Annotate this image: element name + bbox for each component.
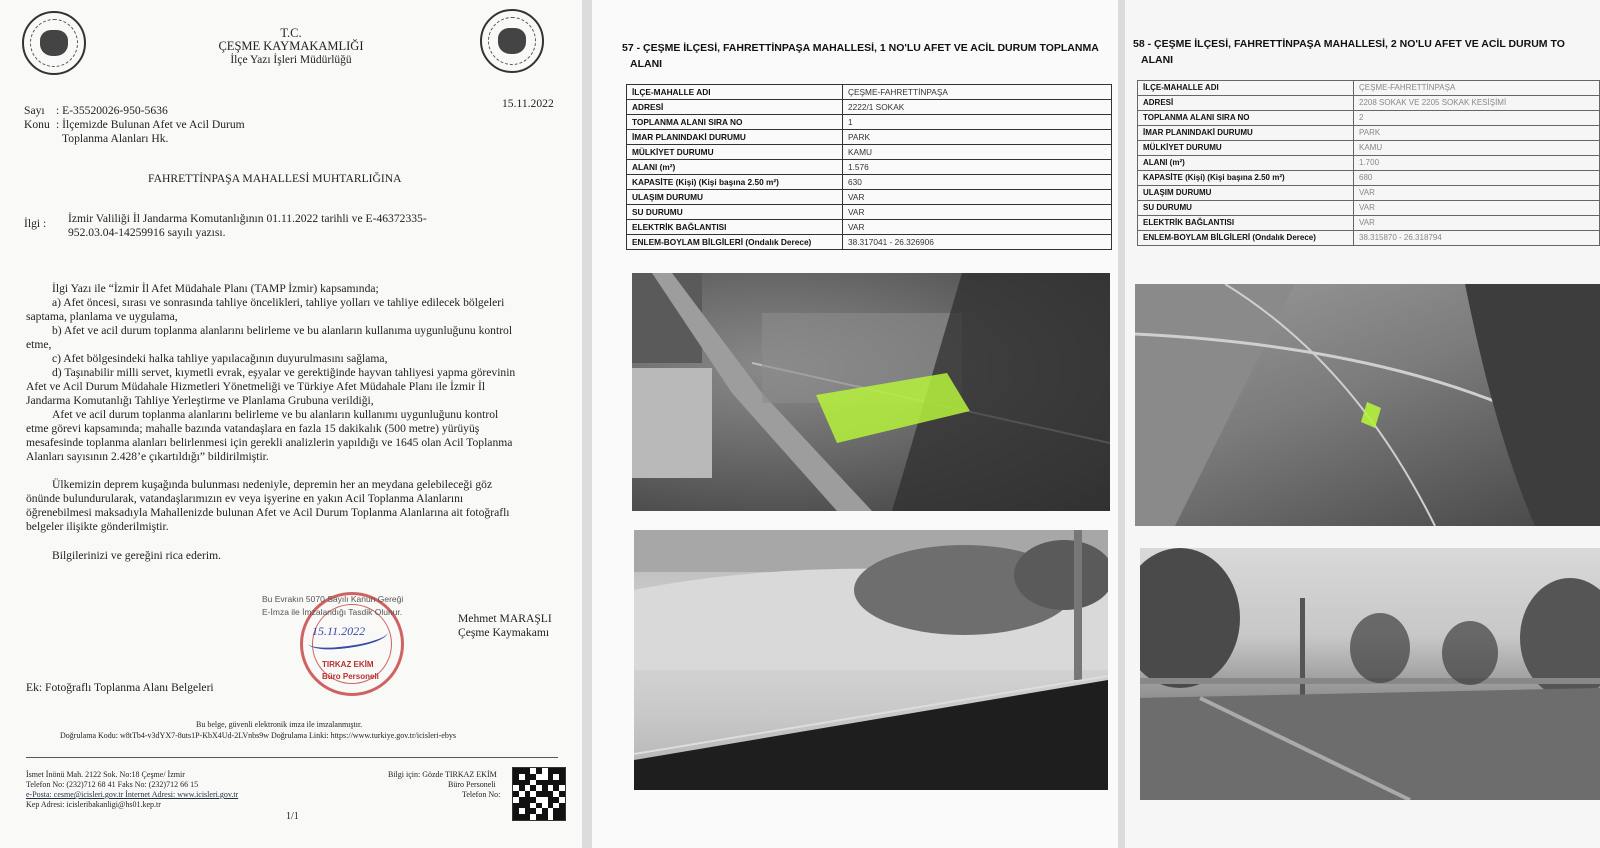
verify-line: Doğrulama Kodu: w8tTb4-v3dYX7-8uts1P-KbX4Ud-2LVnbs9w Doğrulama Linki: https://www.turkiye.gov.tr/icisleri-ebys (60, 731, 456, 740)
footer-phone: Telefon No: (232)712 68 41 Faks No: (232)712 66 15 (26, 780, 199, 789)
info-field-value: ÇEŞME-FAHRETTİNPAŞA (843, 85, 1112, 100)
info-field-label: TOPLANMA ALANI SIRA NO (1138, 111, 1354, 126)
stamp-date: 15.11.2022 (312, 624, 366, 638)
official-letter-page (0, 0, 582, 848)
info-field-value: VAR (843, 220, 1112, 235)
esign-note: Bu belge, güvenli elektronik imza ile imzalanmıştır. (196, 720, 363, 729)
info-field-label: ELEKTRİK BAĞLANTISI (627, 220, 843, 235)
info-field-value: PARK (843, 130, 1112, 145)
info-table-row (627, 175, 1112, 190)
info-table-row (1138, 156, 1600, 171)
info-table-row (1138, 126, 1600, 141)
body-line: a) Afet öncesi, sırası ve sonrasında tahliye öncelikleri, tahliye yolları ve tahliye edilecek bölgeleri (52, 296, 505, 309)
qr-code-icon (512, 767, 566, 821)
assembly-area-57-page (592, 0, 1118, 848)
info-table-row (627, 130, 1112, 145)
info-field-label: ALANI (m²) (1138, 156, 1354, 171)
body-line: saptama, planlama ve uygulama, (26, 310, 178, 323)
info-table-row (1138, 201, 1600, 216)
konu-value-cont: Toplanma Alanları Hk. (62, 132, 169, 145)
info-field-label: ULAŞIM DURUMU (1138, 186, 1354, 201)
area-58-title-cont: ALANI (1141, 54, 1174, 66)
ilgi-label: İlgi : (24, 217, 47, 230)
info-table-row (627, 235, 1112, 250)
stamp-role: Büro Personeli (322, 672, 379, 681)
info-table-row (1138, 111, 1600, 126)
info-field-value: ÇEŞME-FAHRETTİNPAŞA (1354, 81, 1600, 96)
body-line: etme görevi kapsamında; mahalle bazında vatandaşlara en fazla 15 dakikalık (500 metre) yürüyüş (26, 422, 480, 435)
body-line: Afet ve acil durum toplanma alanlarını belirleme ve bu alanların kullanımı uygunluğunu kontrol (52, 408, 499, 421)
area-57-title-cont: ALANI (630, 58, 663, 70)
info-field-value: 2222/1 SOKAK (843, 100, 1112, 115)
info-field-value: 38.315870 - 26.318794 (1354, 231, 1600, 246)
info-field-value: VAR (1354, 201, 1600, 216)
info-field-value: 680 (1354, 171, 1600, 186)
letter-header-office: ÇEŞME KAYMAKAMLIĞI (218, 39, 364, 53)
info-field-value: 2 (1354, 111, 1600, 126)
info-field-value: VAR (1354, 186, 1600, 201)
ilgi-line1: İzmir Valiliği İl Jandarma Komutanlığının 01.11.2022 tarihli ve E-46372335- (68, 212, 427, 225)
info-field-value: 630 (843, 175, 1112, 190)
info-table-row (1138, 186, 1600, 201)
footer-address: İsmet İnönü Mah. 2122 Sok. No:18 Çeşme/ İzmir (26, 770, 185, 779)
signer-title: Çeşme Kaymakamı (458, 626, 550, 639)
info-field-value: 38.317041 - 26.326906 (843, 235, 1112, 250)
letter-header-tc: T.C. (280, 26, 302, 40)
footer-contact-role: Büro Personeli (448, 780, 496, 789)
info-field-label: MÜLKİYET DURUMU (1138, 141, 1354, 156)
area-57-title: 57 - ÇEŞME İLÇESİ, FAHRETTİNPAŞA MAHALLESİ, 1 NO'LU AFET VE ACİL DURUM TOPLANMA (622, 42, 1099, 54)
info-table-row (627, 85, 1112, 100)
area-57-aerial-photo (632, 273, 1110, 511)
info-field-label: ENLEM-BOYLAM BİLGİLERİ (Ondalık Derece) (1138, 231, 1354, 246)
sayi-value: : E-35520026-950-5636 (56, 104, 168, 117)
body-line: İlgi Yazı ile “İzmir İl Afet Müdahale Planı (TAMP İzmir) kapsamında; (52, 282, 379, 295)
footer-kep: Kep Adresi: icisleribakanligi@hs01.kep.tr (26, 800, 161, 809)
sayi-label: Sayı (24, 104, 45, 117)
info-table-row (627, 205, 1112, 220)
info-field-value: VAR (843, 205, 1112, 220)
info-field-label: TOPLANMA ALANI SIRA NO (627, 115, 843, 130)
area-58-info-table (1137, 80, 1600, 246)
info-field-label: ALANI (m²) (627, 160, 843, 175)
area-58-street-photo (1140, 548, 1600, 800)
ilgi-line2: 952.03.04-14259916 sayılı yazısı. (68, 226, 226, 239)
info-field-value: KAMU (843, 145, 1112, 160)
info-field-label: İLÇE-MAHALLE ADI (627, 85, 843, 100)
info-table-row (1138, 141, 1600, 156)
letter-date: 15.11.2022 (502, 97, 554, 110)
page-number: 1/1 (286, 811, 299, 822)
info-field-label: ADRESİ (1138, 96, 1354, 111)
assembly-area-highlight (1361, 402, 1381, 428)
area-58-aerial-photo (1135, 284, 1600, 526)
info-table-row (627, 220, 1112, 235)
info-field-label: İMAR PLANINDAKİ DURUMU (1138, 126, 1354, 141)
area-57-street-photo (634, 530, 1108, 790)
body-line: Afet ve Acil Durum Müdahale Hizmetleri Yönetmeliği ve Türkiye Afet Müdahale Planı ile İzmir İl (26, 380, 486, 393)
body-line: d) Taşınabilir milli servet, kıymetli evrak, eşyalar ve gerektiğinde hayvan tahliyesi yapma görevinin (52, 366, 516, 379)
info-table-row (1138, 96, 1600, 111)
recipient: FAHRETTİNPAŞA MAHALLESİ MUHTARLIĞINA (148, 172, 402, 185)
info-field-value: KAMU (1354, 141, 1600, 156)
info-field-label: KAPASİTE (Kişi) (Kişi başına 2.50 m²) (627, 175, 843, 190)
info-table-row (627, 115, 1112, 130)
info-field-label: İLÇE-MAHALLE ADI (1138, 81, 1354, 96)
evrak-note-2: E-İmza ile İmzalandığı Tasdik Olunur. (262, 607, 403, 617)
assembly-area-58-page (1125, 0, 1600, 848)
info-field-label: ELEKTRİK BAĞLANTISI (1138, 216, 1354, 231)
info-field-value: PARK (1354, 126, 1600, 141)
info-field-label: ULAŞIM DURUMU (627, 190, 843, 205)
info-field-value: 1.700 (1354, 156, 1600, 171)
info-field-label: KAPASİTE (Kişi) (Kişi başına 2.50 m²) (1138, 171, 1354, 186)
info-field-label: MÜLKİYET DURUMU (627, 145, 843, 160)
info-field-label: ENLEM-BOYLAM BİLGİLERİ (Ondalık Derece) (627, 235, 843, 250)
info-field-value: VAR (843, 190, 1112, 205)
body-line: belgeler ilişikte gönderilmiştir. (26, 520, 169, 533)
closing-line: Bilgilerinizi ve gereğini rica ederim. (52, 549, 222, 562)
footer-divider (26, 757, 558, 758)
area-58-title: 58 - ÇEŞME İLÇESİ, FAHRETTİNPAŞA MAHALLESİ, 2 NO'LU AFET VE ACİL DURUM TO (1133, 38, 1565, 50)
footer-contact-phone: Telefon No: (462, 790, 501, 799)
info-field-value: 1 (843, 115, 1112, 130)
footer-contact: Bilgi için: Gözde TIRKAZ EKİM (388, 770, 497, 779)
footer-email[interactable]: e-Posta: cesme@icisleri.gov.tr İnternet Adresi: www.icisleri.gov.tr (26, 790, 239, 799)
body-line: Ülkemizin deprem kuşağında bulunması nedeniyle, depremin her an meydana gelebileceği göz (52, 478, 493, 491)
body-line: Jandarma Komutanlığı Tahliye Yerleştirme ve Planlama Grubuna verildiği, (26, 394, 374, 407)
info-field-label: SU DURUMU (1138, 201, 1354, 216)
body-line: Alanları sayısının 2.428’e çıkartıldığı” bildirilmiştir. (26, 450, 269, 463)
info-field-label: İMAR PLANINDAKİ DURUMU (627, 130, 843, 145)
body-line: etme, (26, 338, 52, 351)
evrak-note-1: Bu Evrakın 5070 Sayılı Kanun Gereği (262, 594, 404, 604)
konu-value: : İlçemizde Bulunan Afet ve Acil Durum (56, 118, 245, 131)
attachment-line: Ek: Fotoğraflı Toplanma Alanı Belgeleri (26, 681, 214, 694)
info-table-row (627, 145, 1112, 160)
body-line: mesafesinde toplanma alanları belirlenmesi için gerekli analizlerin yapıldığı ve 1645 olan Acil Toplanma (26, 436, 513, 449)
body-line: b) Afet ve acil durum toplanma alanlarını belirleme ve bu alanların kullanıma uygunluğunu kontrol (52, 324, 513, 337)
info-table-row (627, 160, 1112, 175)
area-57-info-table (626, 84, 1112, 250)
info-table-row (1138, 231, 1600, 246)
signer-name: Mehmet MARAŞLI (458, 612, 552, 625)
info-table-row (1138, 81, 1600, 96)
stamp-name: TIRKAZ EKİM (322, 660, 374, 669)
info-table-row (1138, 171, 1600, 186)
body-line: c) Afet bölgesindeki halka tahliye yapılacağının duyurulmasını sağlama, (52, 352, 388, 365)
info-field-value: 1.576 (843, 160, 1112, 175)
info-table-row (627, 190, 1112, 205)
letter-header-dept: İlçe Yazı İşleri Müdürlüğü (230, 54, 352, 66)
konu-label: Konu (24, 118, 50, 131)
info-field-label: SU DURUMU (627, 205, 843, 220)
body-line: önünde bulundurularak, vatandaşlarımızın ev veya işyerine en yakın Acil Toplanma Alanlarını (26, 492, 464, 505)
body-line: öğrenebilmesi maksadıyla Mahallenizde bulunan Afet ve Acil Durum Toplanma Alanlarına ait fotoğraflı (26, 506, 510, 519)
info-table-row (1138, 216, 1600, 231)
info-table-row (627, 100, 1112, 115)
info-field-value: VAR (1354, 216, 1600, 231)
info-field-label: ADRESİ (627, 100, 843, 115)
info-field-value: 2208 SOKAK VE 2205 SOKAK KESİŞİMİ (1354, 96, 1600, 111)
